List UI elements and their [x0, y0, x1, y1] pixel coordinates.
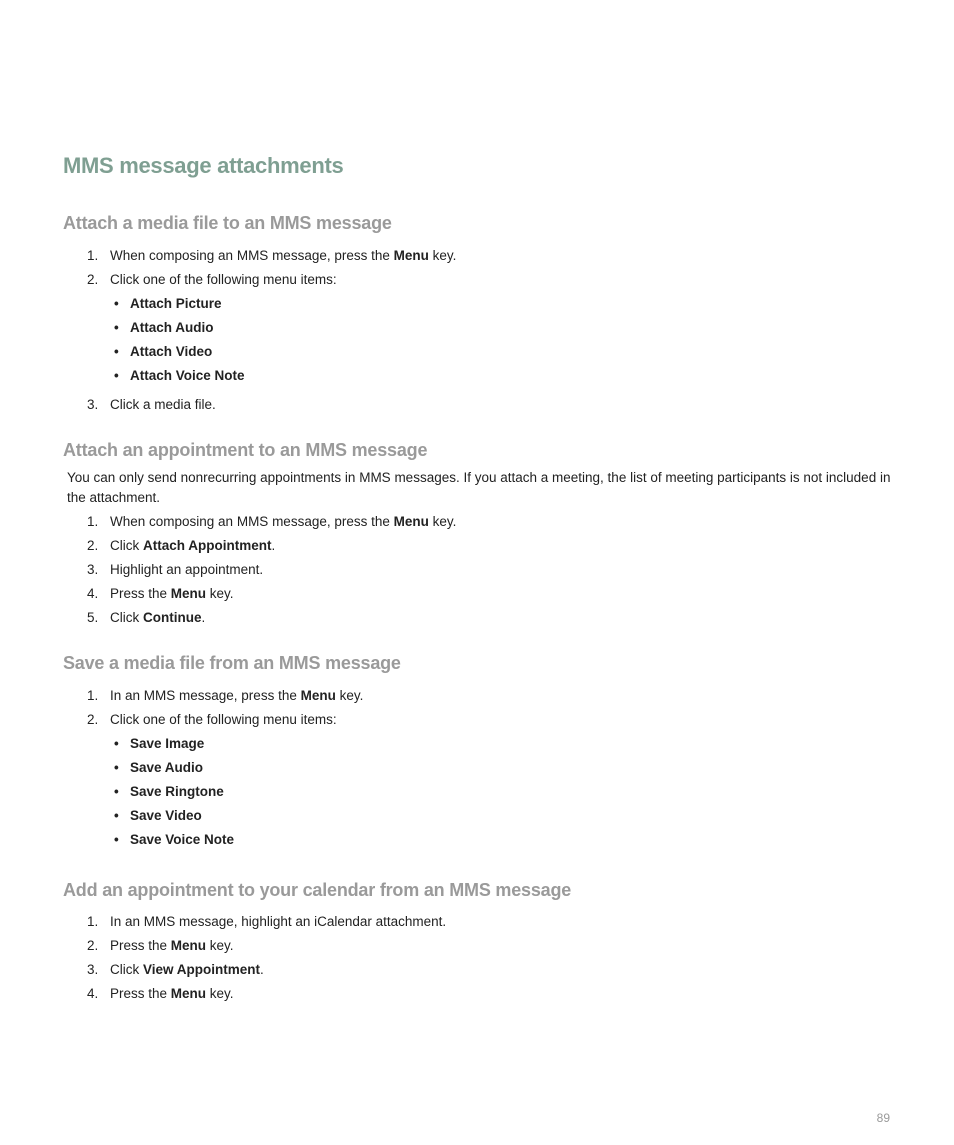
- list-item: [87, 958, 867, 982]
- key-menu: Menu: [393, 248, 429, 263]
- step-number: 2.: [87, 538, 99, 553]
- step-text: When composing an MMS message, press the Menu key.: [110, 514, 457, 529]
- bullet-item-save-video: • Save Video: [87, 804, 867, 828]
- step-text: Click Continue.: [110, 610, 206, 625]
- step-number: 2.: [87, 712, 99, 727]
- bullet-item-attach-video: • Attach Video: [87, 340, 867, 364]
- list-item: [87, 268, 867, 393]
- key-menu: Menu: [170, 938, 207, 953]
- bullet-icon: •: [114, 832, 119, 847]
- step-number: 5.: [87, 610, 99, 625]
- section-heading-attach-appointment: Attach an appointment to an MMS message: [63, 440, 428, 460]
- menu-item-view-appointment: View Appointment: [143, 962, 261, 977]
- section-heading-save-media: Save a media file from an MMS message: [63, 653, 401, 673]
- bullet-item-attach-audio: • Attach Audio: [87, 316, 867, 340]
- step-number: 1.: [87, 688, 99, 703]
- step-number: 2.: [87, 272, 99, 287]
- bullet-item-save-audio: • Save Audio: [87, 756, 867, 780]
- list-item: [87, 582, 867, 606]
- page-number: 89: [876, 1111, 890, 1125]
- bullet-icon: •: [114, 736, 119, 751]
- step-text: Click View Appointment.: [110, 962, 264, 977]
- step-number: 1.: [87, 914, 99, 929]
- list-item: [87, 534, 867, 558]
- step-number: 1.: [87, 248, 99, 263]
- step-number: 3.: [87, 397, 99, 412]
- step-text: Click one of the following menu items:: [110, 712, 337, 727]
- list-item: [87, 910, 867, 934]
- step-number: 4.: [87, 986, 99, 1001]
- list-item: [87, 393, 867, 417]
- list-item: [87, 244, 867, 268]
- bullet-item-save-image: • Save Image: [87, 732, 867, 756]
- menu-items-list: [87, 292, 867, 393]
- step-text: Press the Menu key.: [110, 986, 234, 1001]
- step-text: In an MMS message, press the Menu key.: [110, 688, 364, 703]
- list-item: [87, 510, 867, 534]
- bullet-item-attach-voice-note: • Attach Voice Note: [87, 364, 867, 388]
- key-menu: Menu: [170, 586, 207, 601]
- list-item: [87, 708, 867, 857]
- step-number: 3.: [87, 562, 99, 577]
- key-menu: Menu: [393, 514, 429, 529]
- key-menu: Menu: [170, 986, 207, 1001]
- steps-save-media: [87, 684, 867, 857]
- bullet-icon: •: [114, 368, 119, 383]
- bullet-icon: •: [114, 296, 119, 311]
- step-text: Click Attach Appointment.: [110, 538, 276, 553]
- menu-item-continue: Continue: [143, 610, 202, 625]
- page-title: MMS message attachments: [63, 153, 344, 178]
- list-item: [87, 558, 867, 582]
- section-heading-add-appointment: Add an appointment to your calendar from an MMS message: [63, 880, 572, 900]
- bullet-icon: •: [114, 760, 119, 775]
- step-text: Press the Menu key.: [110, 586, 234, 601]
- step-text: In an MMS message, highlight an iCalendar attachment.: [110, 914, 447, 929]
- steps-attach-media: [87, 244, 867, 417]
- step-number: 3.: [87, 962, 99, 977]
- key-menu: Menu: [300, 688, 336, 703]
- steps-attach-appointment: [87, 510, 867, 630]
- step-text: Press the Menu key.: [110, 938, 234, 953]
- bullet-item-save-ringtone: • Save Ringtone: [87, 780, 867, 804]
- steps-add-appointment: [87, 910, 867, 1006]
- list-item: [87, 982, 867, 1006]
- step-text: Highlight an appointment.: [110, 562, 264, 577]
- list-item: [87, 934, 867, 958]
- list-item: [87, 684, 867, 708]
- section-heading-attach-media: Attach a media file to an MMS message: [63, 213, 392, 233]
- step-number: 2.: [87, 938, 99, 953]
- bullet-icon: •: [114, 320, 119, 335]
- step-text: Click a media file.: [110, 397, 216, 412]
- bullet-icon: •: [114, 784, 119, 799]
- step-text: When composing an MMS message, press the Menu key.: [110, 248, 457, 263]
- section-intro: You can only send nonrecurring appointments in MMS messages. If you attach a meeting, the list of meeting participants is not included in the attachment.: [67, 470, 891, 505]
- step-text: Click one of the following menu items:: [110, 272, 337, 287]
- bullet-item-attach-picture: • Attach Picture: [87, 292, 867, 316]
- step-number: 1.: [87, 514, 99, 529]
- step-number: 4.: [87, 586, 99, 601]
- bullet-icon: •: [114, 808, 119, 823]
- bullet-icon: •: [114, 344, 119, 359]
- bullet-item-save-voice-note: • Save Voice Note: [87, 828, 867, 852]
- menu-items-list: [87, 732, 867, 857]
- menu-item-attach-appointment: Attach Appointment: [143, 538, 272, 553]
- list-item: [87, 606, 867, 630]
